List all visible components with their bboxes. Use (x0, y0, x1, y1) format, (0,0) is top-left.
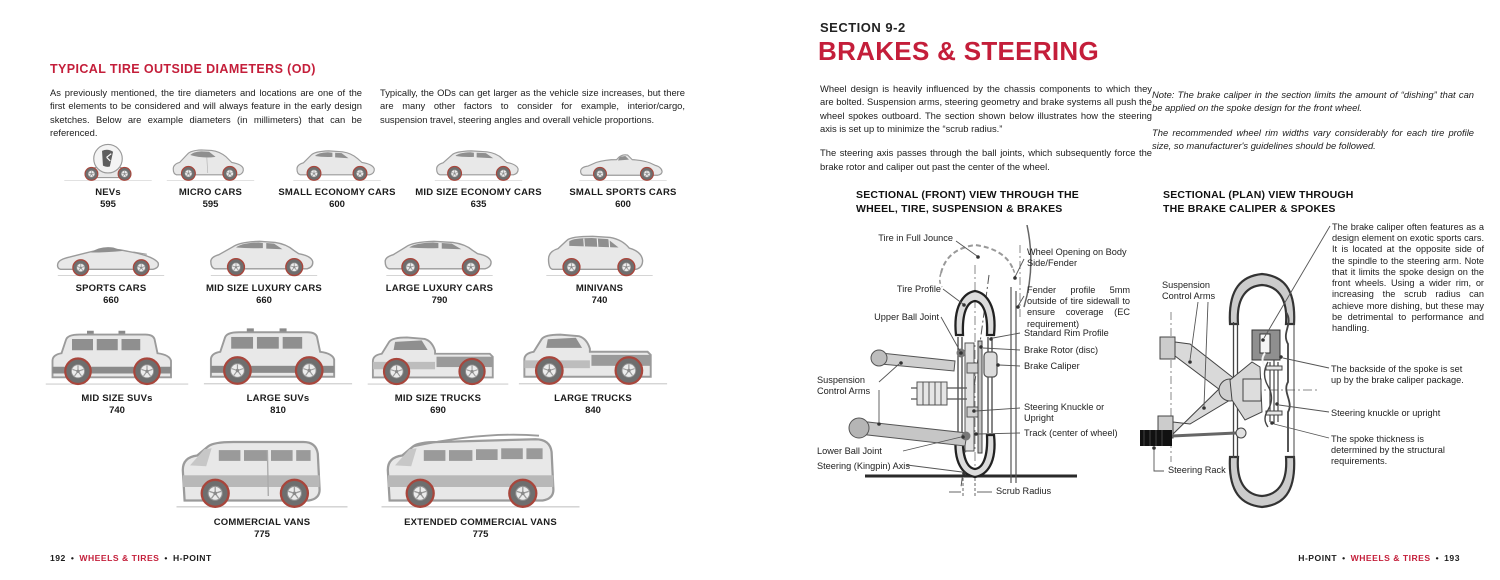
label-caliper-note: The brake caliper often features as a design element on exotic sports cars. It is located at the opposite side of the spindle to the steering arm. Note that it limits the spoke design on the front wheels. Using a wider rim, or increasing the scrub radius can achieve more dishing, but these may be detrimental to performance and handling. (1332, 222, 1484, 333)
vehicle-od-value: 790 (431, 295, 448, 306)
note-paragraph: The recommended wheel rim widths vary considerably for each tire profile size, so manufacturer's guidelines should be followed. (1152, 126, 1474, 152)
label-standard-rim: Standard Rim Profile (1024, 328, 1109, 338)
label-lower-ball-joint: Lower Ball Joint (817, 446, 882, 456)
nev-car-icon (62, 138, 154, 184)
label-steering-rack: Steering Rack (1168, 465, 1226, 475)
label-tire-profile: Tire Profile (896, 284, 941, 294)
vehicle-od-value: 740 (109, 405, 125, 416)
label-brake-caliper: Brake Caliper (1024, 361, 1080, 371)
label-steering-knuckle: Steering knuckle or upright (1331, 408, 1441, 418)
vehicle-od-value: 840 (585, 405, 601, 416)
lower-control-arm (849, 418, 971, 446)
vehicle-od-value: 595 (202, 199, 219, 210)
vehicle-od-value: 740 (591, 295, 608, 306)
plan-view-diagram (1140, 212, 1488, 517)
steering-rack-shape (1140, 428, 1246, 446)
vehicle-item (42, 312, 192, 416)
sports-car-icon (45, 224, 177, 280)
footer-separator: • (1435, 553, 1440, 563)
mid-size-economy-car-icon (406, 138, 551, 184)
vehicle-item (158, 138, 263, 210)
vehicle-name: SPORTS CARS (75, 283, 147, 294)
page-number: 192 (50, 553, 66, 563)
small-sports-car-icon (553, 138, 693, 184)
label-spoke-thickness: The spoke thickness is determined by the structural requirements. (1331, 434, 1445, 467)
vehicle-item (368, 424, 593, 540)
left-page-footer (50, 553, 212, 563)
vehicle-od-value: 690 (430, 405, 446, 416)
plan-view-heading-line1: SECTIONAL (PLAN) VIEW THROUGH (1163, 189, 1354, 201)
tie-rod (1172, 433, 1236, 436)
large-truck-icon (514, 312, 672, 390)
vehicle-item (514, 312, 672, 416)
footer-separator: • (70, 553, 75, 563)
tire-section-top (1230, 274, 1294, 324)
minivan-icon (532, 224, 667, 280)
label-tire-full-jounce: Tire in Full Jounce (878, 233, 953, 243)
vehicle-item (162, 424, 362, 540)
vehicle-item (268, 138, 406, 210)
vehicle-od-value: 635 (470, 199, 487, 210)
intro-paragraph-2: Typically, the ODs can get larger as the vehicle size increases, but there are many other factors to consider for example, interior/cargo, suspension travel, steering angles and overall vehicle proportions. (380, 87, 685, 125)
vehicle-name: MID SIZE TRUCKS (394, 393, 482, 404)
footer-separator: • (164, 553, 168, 563)
brake-rotor-shape (978, 341, 982, 453)
vehicle-name: LARGE TRUCKS (554, 393, 632, 404)
vehicle-od-value: 775 (472, 529, 489, 540)
vehicle-name: MID SIZE ECONOMY CARS (415, 187, 542, 198)
intro-paragraph: Wheel design is heavily influenced by the chassis components to which they are bolted. Suspension arms, steering geometry and brake systems all push the wheel spokes outboard. The section shown below illustrates how the steering axis is set up to minimize the “scrub radius.” (820, 83, 1152, 135)
section-label: SECTION 9-2 (820, 20, 906, 35)
page-title: TYPICAL TIRE OUTSIDE DIAMETERS (OD) (50, 62, 316, 76)
label-fender-profile: Fender profile 5mm outside of tire sidewall to ensure coverage (EC requirement) (1027, 285, 1130, 329)
vehicle-od-value: 600 (615, 199, 631, 210)
vehicle-name: MID SIZE LUXURY CARS (206, 283, 322, 294)
chapter-name: WHEELS & TIRES (79, 553, 160, 563)
mid-size-truck-icon (364, 312, 512, 390)
wishbone-control-arm (1158, 337, 1241, 438)
label-kingpin-axis: Steering (Kingpin) Axis (817, 461, 910, 471)
section-title: BRAKES & STEERING (818, 36, 1100, 66)
vehicle-item (362, 224, 517, 306)
plan-view-heading-line2: THE BRAKE CALIPER & SPOKES (1163, 203, 1336, 216)
page-number: 193 (1444, 553, 1460, 563)
micro-car-icon (158, 138, 263, 184)
right-page-intro (820, 82, 1152, 184)
vehicle-name: LARGE SUVs (246, 393, 310, 404)
label-track: Track (center of wheel) (1024, 428, 1118, 438)
front-view-diagram (815, 225, 1145, 521)
rim-barrel (1286, 312, 1290, 452)
large-suv-icon (194, 312, 362, 390)
vehicle-item (532, 224, 667, 306)
book-title: H-POINT (1298, 553, 1338, 563)
vehicle-od-value: 660 (256, 295, 272, 306)
label-suspension-arms: Suspension Control Arms (817, 375, 871, 397)
label-brake-rotor: Brake Rotor (disc) (1024, 345, 1099, 355)
book-title: H-POINT (172, 553, 212, 563)
label-suspension-arms: Suspension Control Arms (1162, 280, 1216, 302)
vehicle-od-value: 775 (254, 529, 270, 540)
label-steering-knuckle: Steering Knuckle or Upright (1024, 402, 1105, 424)
hub-shape (1243, 379, 1261, 401)
chapter-name: WHEELS & TIRES (1350, 553, 1431, 563)
vehicle-item (190, 224, 338, 306)
mid-size-suv-icon (42, 312, 192, 390)
jounce-tire-outline (941, 245, 1013, 273)
brake-caliper-shape (984, 352, 997, 377)
vehicle-item (45, 224, 177, 306)
right-page-footer (1298, 553, 1460, 563)
footer-separator: • (1342, 553, 1346, 563)
intro-paragraph: The steering axis passes through the ball joints, which subsequently force the brake rotor and caliper out past the center of the wheel. (820, 147, 1152, 172)
vehicle-item (62, 138, 154, 210)
front-view-heading (856, 188, 1156, 216)
vehicle-od-value: 600 (329, 199, 345, 210)
vehicle-name: MINIVANS (575, 283, 624, 294)
vehicle-name: COMMERCIAL VANS (213, 517, 311, 528)
vehicle-name: SMALL SPORTS CARS (569, 187, 677, 198)
vehicle-name: LARGE LUXURY CARS (385, 283, 494, 294)
extended-commercial-van-icon (368, 424, 593, 514)
small-economy-car-icon (268, 138, 406, 184)
label-upper-ball-joint: Upper Ball Joint (874, 312, 939, 322)
label-scrub-radius: Scrub Radius (996, 486, 1052, 496)
label-wheel-opening: Wheel Opening on Body Side/Fender (1027, 247, 1127, 269)
note-paragraph: Note: The brake caliper in the section limits the amount of “dishing” that can be applied on the spoke design for the front wheel. (1152, 89, 1474, 114)
vehicle-name: SMALL ECONOMY CARS (278, 187, 396, 198)
scrub-radius-dimension (949, 478, 992, 497)
upper-control-arm (871, 349, 966, 372)
vehicle-item (406, 138, 551, 210)
vehicle-name: NEVs (95, 187, 121, 198)
vehicle-od-value: 810 (270, 405, 286, 416)
large-luxury-car-icon (362, 224, 517, 280)
vehicle-item (553, 138, 693, 210)
vehicle-od-value: 595 (100, 199, 116, 210)
vehicle-item (194, 312, 362, 416)
vehicle-item (364, 312, 512, 416)
intro-paragraph-1: As previously mentioned, the tire diameters and locations are one of the first elements to be considered and will always feature in the early design sketches. Below are example diameters (in millimeters) that can be referenced. (50, 87, 362, 139)
vehicle-name: MID SIZE SUVs (81, 393, 153, 404)
front-view-heading-line2: WHEEL, TIRE, SUSPENSION & BRAKES (856, 203, 1063, 216)
front-view-heading-line1: SECTIONAL (FRONT) VIEW THROUGH THE (856, 189, 1080, 201)
commercial-van-icon (162, 424, 362, 514)
mid-size-luxury-car-icon (190, 224, 338, 280)
vehicle-od-value: 660 (103, 295, 119, 306)
vehicle-name: MICRO CARS (178, 187, 243, 198)
right-page-notes (1152, 88, 1474, 163)
label-backside-spoke: The backside of the spoke is set up by the brake caliper package. (1331, 364, 1464, 386)
vehicle-name: EXTENDED COMMERCIAL VANS (404, 517, 557, 528)
